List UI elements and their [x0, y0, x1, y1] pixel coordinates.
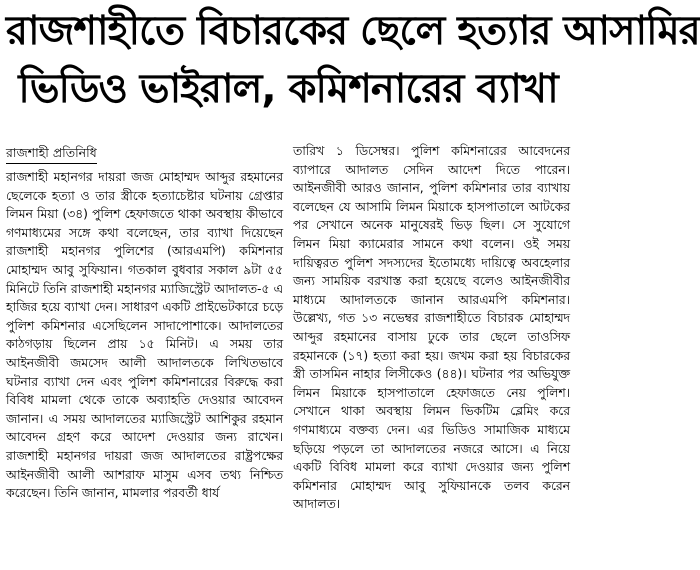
column-left [6, 142, 283, 570]
byline: রাজশাহী প্রতিনিধি [6, 144, 97, 164]
headline [6, 2, 700, 118]
column-right [293, 142, 570, 570]
article-body [6, 142, 570, 570]
column-left-text: রাজশাহী মহানগর দায়রা জজ মোহাম্মদ আব্দুর রহমানের ছেলেকে হত্যা ও তার স্ত্রীকে হত্যাচেষ্টার ঘটনায় গ্রেপ্তার লিমন মিয়া (৩৪) পুলিশ হেফাজতে থাকা অবস্থায় কীভাবে গণমাধ্যমের সঙ্গে কথা বলেছেন, তার ব্যাখা দিয়েছেন রাজশাহী মহানগর পুলিশের (আরএমপি) কমিশনার মোহাম্মদ আবু সুফিয়ান। গতকাল বুধবার সকাল ৯টা ৫৫ মিনিটে তিনি রাজশাহী মহানগর ম্যাজিস্ট্রেট আদালত-৫ এ হাজির হয়ে ব্যাখা দেন। সাধারণ একটি প্রাইভেটকারে চড়ে পুলিশ কমিশনার এসেছিলেন সাদাপোশাকে। আদালতের কাঠগড়ায় ছিলেন প্রায় ১৫ মিনিট। এ সময় তার আইনজীবী জমসেদ আলী আদালতকে লিখিতভাবে ঘটনার ব্যাখা দেন এবং পুলিশ কমিশনারের বিরুদ্ধে করা বিবিধ মামলা থেকে তাকে অব্যাহতি দেওয়ার আবেদন জানান। এ সময় আদালতের ম্যাজিস্ট্রেট আশিকুর রহমান আবেদন গ্রহণ করে আদেশ দেওয়ার জন্য রাখেন। রাজশাহী মহানগর দায়রা জজ আদালতের রাষ্ট্রপক্ষের আইনজীবী আলী আশরাফ মাসুম এসব তথ্য নিশ্চিত করেছেন। তিনি জানান, মামলার পরবর্তী ধার্য [6, 170, 283, 501]
headline-line-2: ভিডিও ভাইরাল, কমিশনারের ব্যাখা [18, 66, 558, 112]
headline-line-1: রাজশাহীতে বিচারকের ছেলে হত্যার আসামির [6, 8, 700, 54]
column-right-text: তারিখ ১ ডিসেম্বর। পুলিশ কমিশনারের আবেদনের ব্যাপারে আদালত সেদিন আদেশ দিতে পারেন। আইনজীবী আরও জানান, পুলিশ কমিশনার তার ব্যাখায় বলেছেন যে আসামি লিমন মিয়াকে হাসপাতালে আটকের পর সেখানে অনেক মানুষেরই ভিড় ছিল। সে সুযোগে লিমন মিয়া ক্যামেরার সামনে কথা বলেন। ওই সময় দায়িত্বরত পুলিশ সদস্যদের ইতোমধ্যে দায়িত্বে অবহেলার জন্য সাময়িক বরখাস্ত করা হয়েছে বলেও আইনজীবীর মাধ্যমে আদালতকে জানান আরএমপি কমিশনার। উল্লেখ্য, গত ১৩ নভেম্বর রাজশাহীতে বিচারক মোহাম্মদ আব্দুর রহমানের বাসায় ঢুকে তার ছেলে তাওসিফ রহমানকে (১৭) হত্যা করা হয়। জখম করা হয় বিচারকের স্ত্রী তাসমিন নাহার লিসীকেও (৪৪)। ঘটনার পর অভিযুক্ত লিমন মিয়াকে হাসপাতালে হেফাজতে নেয় পুলিশ। সেখানে থাকা অবস্থায় লিমন ভিকটিম ব্লেমিং করে গণমাধ্যমে বক্তব্য দেন। এর ভিডিও সামাজিক মাধ্যমে ছড়িয়ে পড়লে তা আদালতের নজরে আসে। এ নিয়ে একটি বিবিধ মামলা করে ব্যাখা দেওয়ার জন্য পুলিশ কমিশনার মোহাম্মদ আবু সুফিয়ানকে তলব করেন আদালত। [293, 144, 570, 512]
